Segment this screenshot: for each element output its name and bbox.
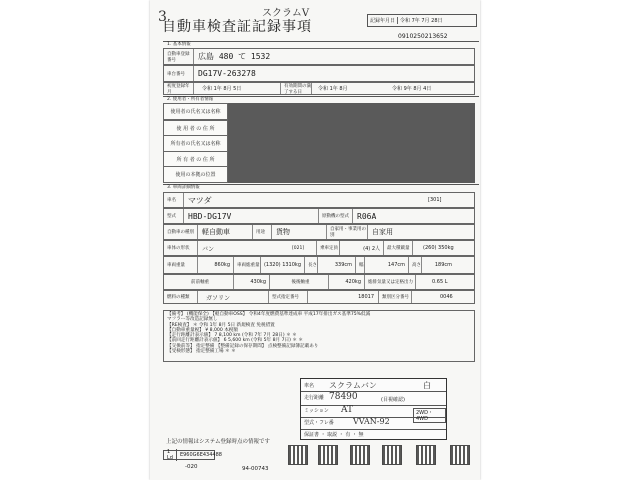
engine-label: 原動機の型式 xyxy=(318,209,353,223)
gross-value: (1320) 1310kg xyxy=(263,262,301,268)
footer-stamp: 1 Ld xyxy=(164,449,177,461)
footer-note: 上記の情報はシステム登録時点の情報です xyxy=(166,439,270,445)
fuel-row xyxy=(163,290,475,304)
footer-code: E960G6E434488 xyxy=(179,452,222,458)
first-reg-label: 初度登録年月 xyxy=(164,83,194,94)
card-model-value: VVAN-92 xyxy=(353,417,390,426)
card-mission-value: AT xyxy=(341,405,354,415)
axle-row xyxy=(163,274,475,290)
reg-no-value: 広島 480 て 1532 xyxy=(198,52,271,61)
section-basic: 1. 基本情報 xyxy=(163,41,479,48)
qr-code xyxy=(318,445,338,465)
displacement-label: 総排気量又は定格出力 xyxy=(364,275,416,289)
base-location-label: 使用の本拠の位置 xyxy=(163,166,228,183)
expiry-left-value: 令和 1年 8月 xyxy=(318,86,348,92)
card-name-value: スクラムバン xyxy=(329,381,377,390)
remarks-box xyxy=(163,310,475,362)
user-name-label: 使用者の氏名又は名称 xyxy=(163,103,228,120)
class-no-label: 類別区分番号 xyxy=(378,291,412,303)
axle-fr-value: 430kg xyxy=(250,279,266,285)
issue-date-box xyxy=(367,14,477,27)
width-value: 147cm xyxy=(387,262,405,268)
redacted-owner-info xyxy=(228,103,475,183)
document-id: 0910250213652 xyxy=(398,33,448,40)
remark-line: 【受検形態】 指定整備工場 ＊ ＊ xyxy=(167,349,236,355)
model-row xyxy=(163,208,475,224)
axle-rr-label: 後後軸重 xyxy=(269,275,329,289)
width-label: 幅 xyxy=(355,257,365,273)
capacity-label: 乗車定員 xyxy=(316,241,340,255)
displacement-value: 0.65 L xyxy=(432,279,448,285)
axle-rr-value: 420kg xyxy=(345,279,361,285)
use-label: 用途 xyxy=(252,225,272,239)
card-name-label: 車名 xyxy=(304,383,315,389)
footer-stamp-box xyxy=(163,449,222,461)
qr-code xyxy=(450,445,470,465)
fuel-label: 燃料の種類 xyxy=(164,291,198,303)
body-value: バン xyxy=(202,245,215,253)
qr-code xyxy=(288,445,308,465)
body-code: [021] xyxy=(292,245,305,251)
weight-value: 860kg xyxy=(214,262,230,268)
axle-fr-label: 前前軸重 xyxy=(164,275,234,289)
handwritten-vehicle-card xyxy=(300,378,447,440)
body-label: 車体の形状 xyxy=(164,241,198,255)
card-km-note: (目視確認) xyxy=(381,397,405,403)
use-value: 貨物 xyxy=(276,228,290,236)
chassis-value: DG17V-263278 xyxy=(198,69,256,78)
remark-line: 【走行距離計表示値】 7 8,100 km (令和 7年 7月 28日) ＊ ＊ xyxy=(167,333,297,339)
card-footer: 保証書 ・ 取説 ・ 有 ・ 無 xyxy=(304,432,364,438)
kind-label: 自動車の種別 xyxy=(164,225,198,239)
card-km-value: 78490 xyxy=(329,392,358,402)
number-mark: 3 xyxy=(158,9,167,25)
card-km-label: 走行距離 xyxy=(304,395,325,401)
chassis-row xyxy=(163,65,475,82)
height-value: 189cm xyxy=(434,262,452,268)
footer-page: 94-00743 xyxy=(242,466,269,472)
user-address-label: 使 用 者 の 住 所 xyxy=(163,120,228,137)
make-value: マツダ xyxy=(188,195,212,205)
remark-line: 【備考】 (機能保全) 【軽自動車OSS】 令和4年度燃費基準達成車 平成17年排出ガス基準75%低減 xyxy=(167,312,371,317)
remark-line: 【交換前等】 指定整備 【整備記録の保存期間】 点検整備記録簿記載あり xyxy=(167,343,319,349)
document-title: 自動車検査証記録事項 xyxy=(162,19,312,35)
class-no-value: 0046 xyxy=(440,294,453,300)
card-color-value: 白 xyxy=(423,381,431,390)
load-label: 最大積載量 xyxy=(383,241,413,255)
model-value: HBD-DG17V xyxy=(188,211,232,221)
fuel-value: ガソリン xyxy=(206,294,231,302)
card-drive: 2WD・4WD xyxy=(413,408,446,423)
issue-date-value: 令和 7年 7月 28日 xyxy=(400,18,443,24)
card-mission-label: ミッション xyxy=(304,408,329,414)
length-label: 長さ xyxy=(304,257,318,273)
reg-no-label: 自動車登録番号 xyxy=(164,49,194,64)
section-vehicle: 3. 車両詳細情報 xyxy=(163,184,479,191)
type-no-label: 型式指定番号 xyxy=(268,291,308,303)
capacity-value: (4) 2人 xyxy=(363,245,380,252)
remark-line: 【前回走行距離計表示値】 6 5,600 km (令和 5年 8月 7日) ＊ ＊ xyxy=(167,338,303,344)
owner-address-label: 所 有 者 の 住 所 xyxy=(163,151,228,168)
handwritten-vehicle-name: スクラムV xyxy=(262,8,310,19)
purpose-label: 自家用・事業用の別 xyxy=(326,225,368,239)
model-label: 型式 xyxy=(164,209,184,223)
expiry-label-a: 有効期間の満了する日 xyxy=(280,83,312,94)
expiry-right-value: 令和 9年 8月 4日 xyxy=(392,86,432,92)
purpose-value: 自家用 xyxy=(372,228,393,236)
kind-value: 軽自動車 xyxy=(202,228,230,236)
first-reg-value: 令和 1年 8月 5日 xyxy=(202,86,242,92)
card-model-label: 型式・フレ番 xyxy=(304,420,334,426)
chassis-label: 車台番号 xyxy=(164,66,194,81)
type-no-value: 18017 xyxy=(358,294,374,300)
remark-line: 【自動車重量税】 ¥ 8,000 本税額 xyxy=(167,327,238,333)
kind-row xyxy=(163,224,475,240)
make-code: [301] xyxy=(428,197,442,203)
dimensions-row xyxy=(163,256,475,274)
remark-line: マフラー等改造記録無し xyxy=(167,317,218,323)
reg-no-row xyxy=(163,48,475,65)
dates-row xyxy=(163,82,475,95)
body-row xyxy=(163,240,475,256)
qr-code xyxy=(382,445,402,465)
gross-label: 車両総重量 xyxy=(233,257,261,273)
qr-code xyxy=(350,445,370,465)
load-value: (260) 350kg xyxy=(423,245,454,251)
make-row xyxy=(163,192,475,208)
section-user: 2. 使用者・所有者情報 xyxy=(163,96,479,103)
engine-value: R06A xyxy=(357,211,377,221)
owner-name-label: 所有者の氏名又は名称 xyxy=(163,135,228,152)
weight-label: 車両重量 xyxy=(164,257,198,273)
height-label: 高さ xyxy=(408,257,422,273)
remark-line: 【RE検査】 ＊ 令和 1年 8月 5日 新規検査 免税措置 xyxy=(167,322,275,328)
length-value: 339cm xyxy=(334,262,352,268)
footer-year: -020 xyxy=(185,464,198,470)
make-label: 車名 xyxy=(164,193,184,207)
issue-date-label: 記録年月日 xyxy=(368,17,398,24)
qr-code xyxy=(416,445,436,465)
